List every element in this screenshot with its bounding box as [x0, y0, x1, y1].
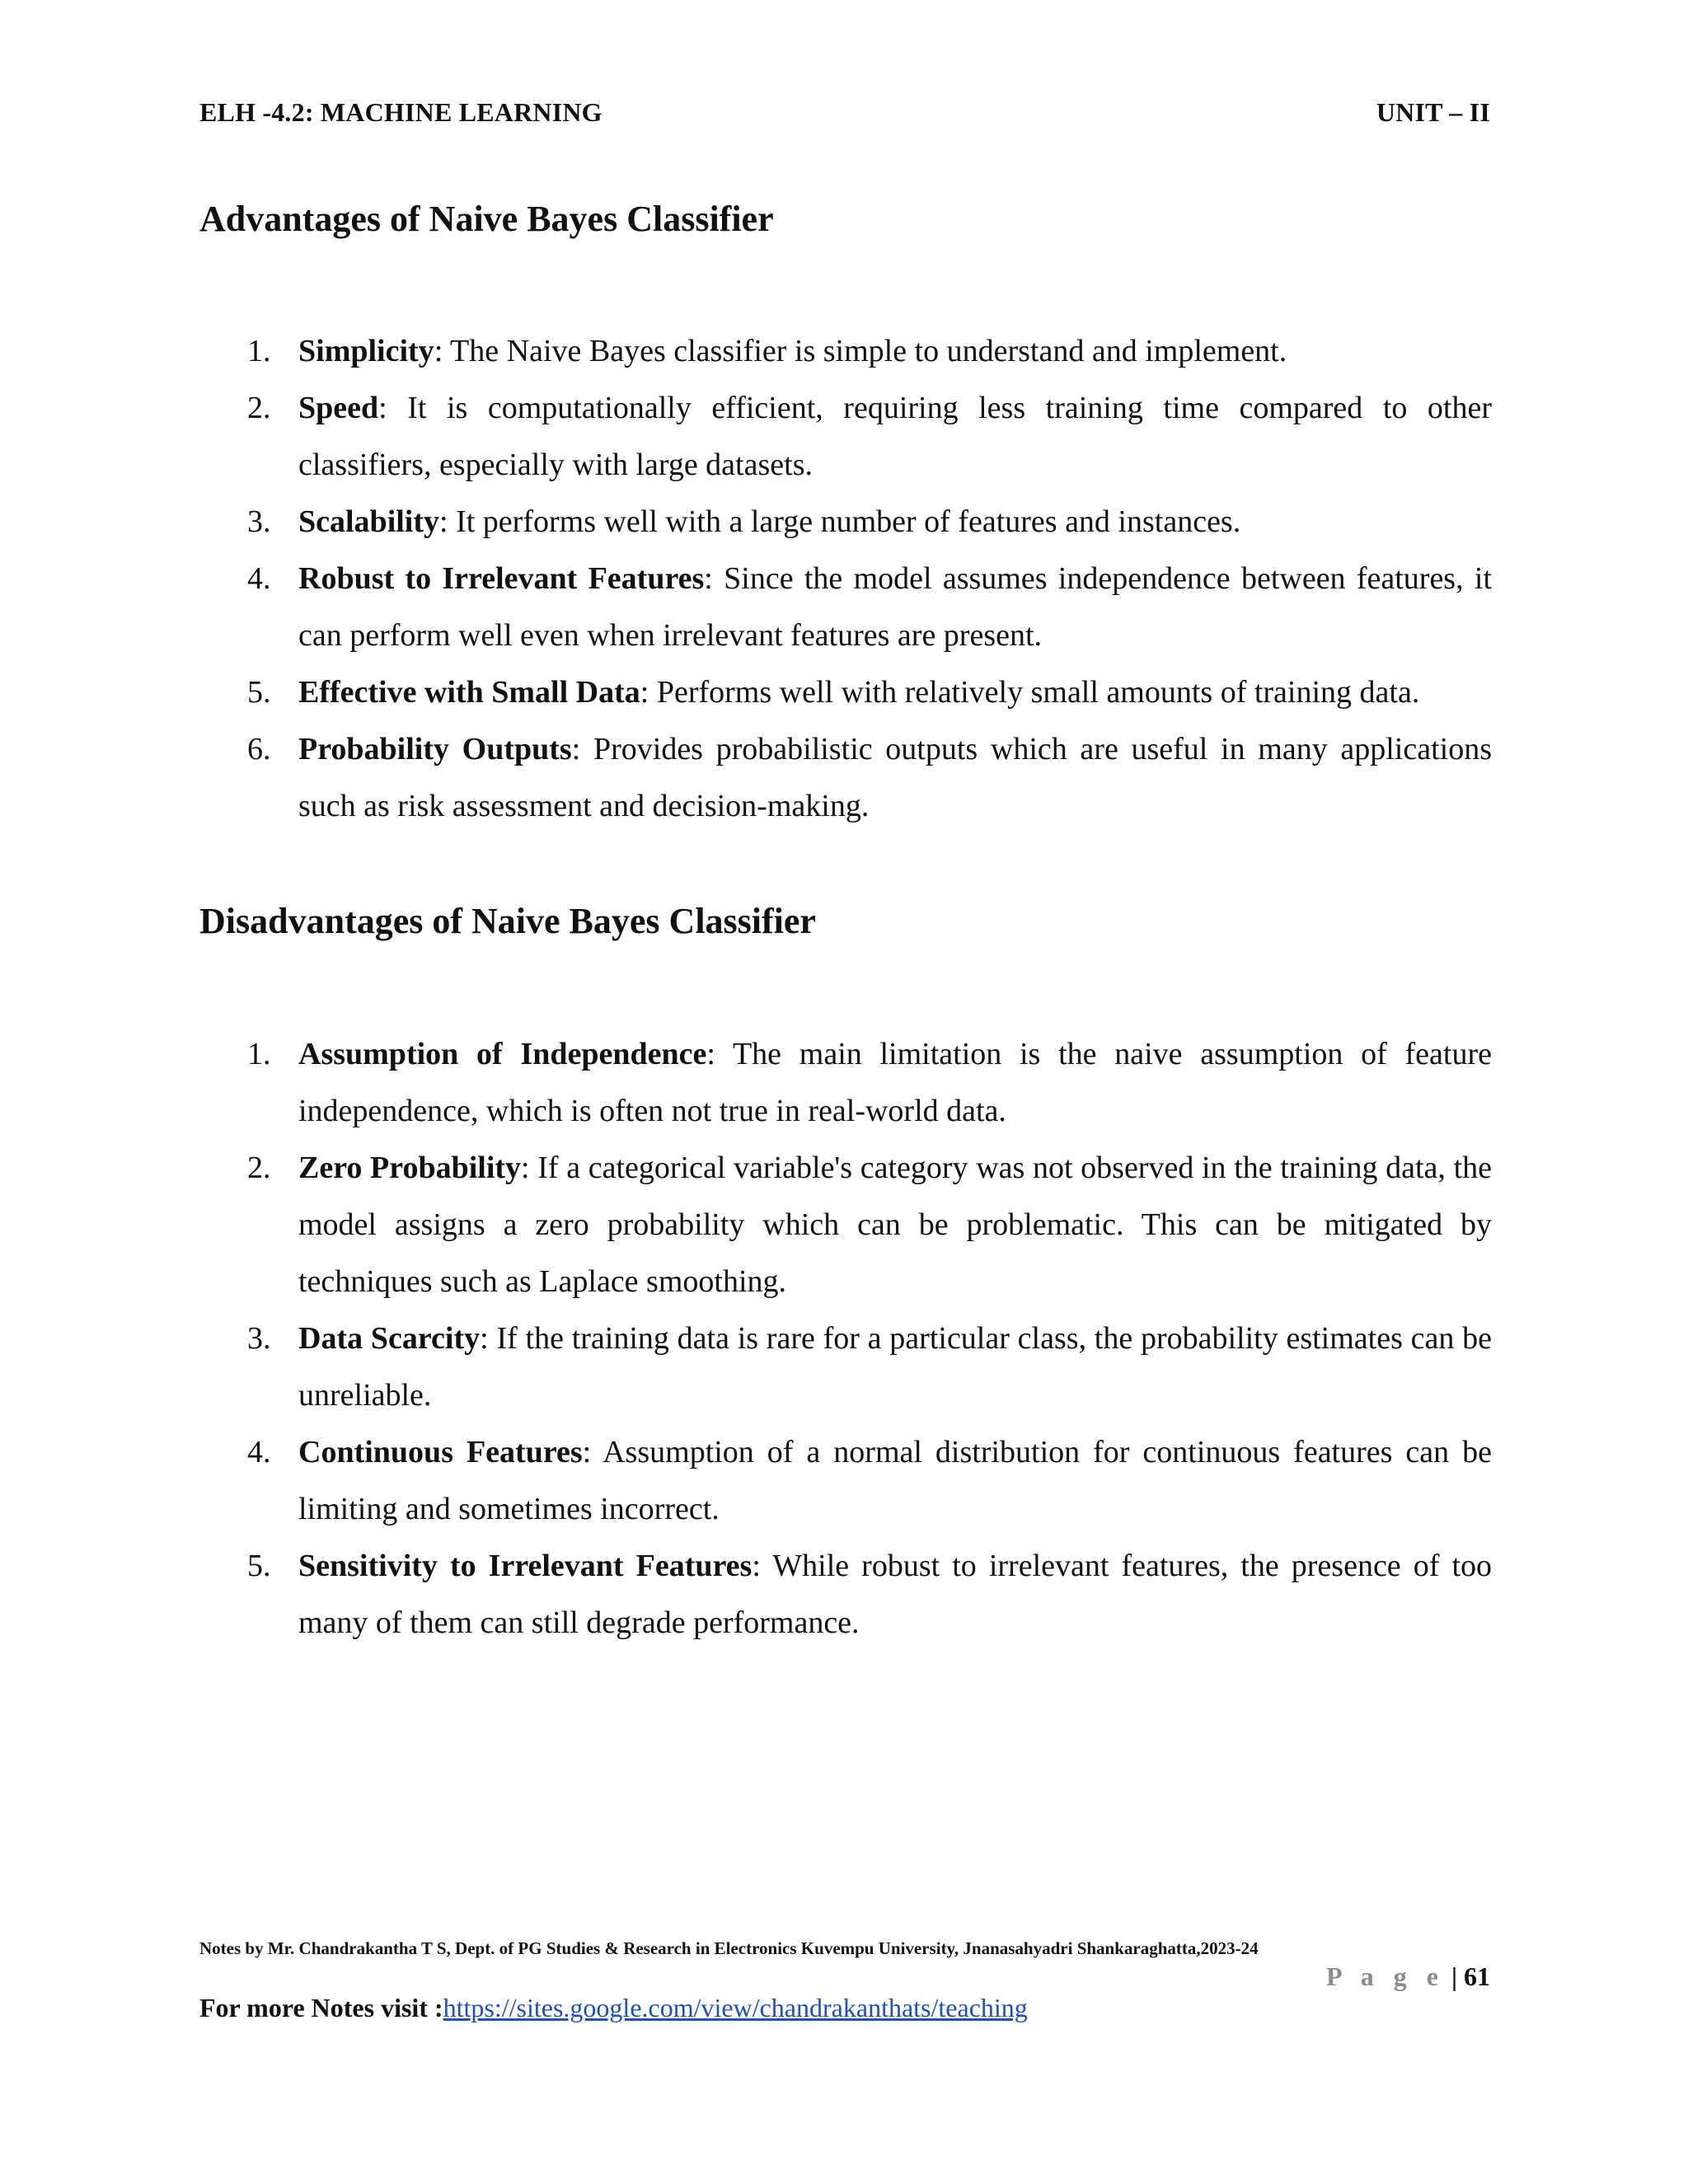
page-number [1326, 1961, 1490, 1992]
disadvantages-list [0, 1026, 1688, 1652]
item-text: : Since the model assumes independence between features, it can perform well even when irrelevant features are present. [298, 561, 1493, 653]
page-number-value: 61 [1464, 1961, 1490, 1991]
item-term: Robust to Irrelevant Features [298, 561, 705, 596]
list-item [247, 494, 1492, 551]
footer-credit-note: Notes by Mr. Chandrakantha T S, Dept. of PG Studies & Research in Electronics Kuvempu University, Jnanasahyadri Shankaraghatta,2023-24 [199, 1938, 1259, 1958]
item-number: 4. [247, 561, 271, 596]
item-term: Zero Probability [298, 1151, 522, 1185]
page-separator: | [1444, 1961, 1464, 1991]
item-text: : The Naive Bayes classifier is simple to understand and implement. [434, 334, 1287, 368]
item-text: : If a categorical variable's category was not observed in the training data, the model assigns a zero probability which can be problematic. This can be mitigated by techniques such as Laplace smoothing. [298, 1151, 1492, 1299]
more-notes-label: For more Notes visit : [199, 1993, 443, 2022]
list-item [247, 721, 1492, 835]
list-item [247, 551, 1493, 664]
item-text: : It is computationally efficient, requiring less training time compared to other classifiers, especially with large datasets. [298, 391, 1492, 482]
item-term: Probability Outputs [298, 732, 572, 766]
item-number: 1. [247, 1037, 271, 1071]
item-term: Effective with Small Data [298, 675, 640, 710]
item-text: : It performs well with a large number of features and instances. [439, 504, 1241, 539]
item-text: : If the training data is rare for a particular class, the probability estimates can be unreliable. [298, 1321, 1492, 1413]
item-number: 5. [247, 675, 271, 710]
advantages-list [0, 323, 1688, 835]
item-number: 3. [247, 504, 271, 539]
item-term: Assumption of Independence [298, 1037, 707, 1071]
item-text: : Assumption of a normal distribution for continuous features can be limiting and sometimes incorrect. [298, 1435, 1492, 1526]
running-header-unit: UNIT – II [1376, 97, 1490, 127]
item-text: : The main limitation is the naive assumption of feature independence, which is often not true in real-world data. [298, 1037, 1492, 1128]
list-item [247, 1026, 1492, 1140]
running-header-course: ELH -4.2: MACHINE LEARNING [199, 97, 603, 127]
item-term: Scalability [298, 504, 440, 539]
list-item [247, 323, 1492, 380]
more-notes-line [199, 1993, 1028, 2023]
item-term: Continuous Features [298, 1435, 583, 1469]
list-item [247, 1140, 1492, 1310]
list-item [247, 1310, 1492, 1424]
item-number: 6. [247, 732, 271, 766]
more-notes-link[interactable]: https://sites.google.com/view/chandrakanthats/teaching [443, 1993, 1028, 2022]
item-number: 3. [247, 1321, 271, 1356]
item-number: 1. [247, 334, 271, 368]
item-text: : Performs well with relatively small amounts of training data. [640, 675, 1420, 710]
item-number: 4. [247, 1435, 271, 1469]
page-word: P a g e [1325, 1961, 1445, 1991]
item-number: 2. [247, 391, 271, 425]
item-number: 2. [247, 1151, 271, 1185]
item-term: Sensitivity to Irrelevant Features [298, 1549, 753, 1583]
list-item [247, 1538, 1492, 1652]
item-term: Speed [298, 391, 379, 425]
item-text: : Provides probabilistic outputs which are useful in many applications such as risk assessment and decision-making. [298, 732, 1492, 823]
item-text: : While robust to irrelevant features, the presence of too many of them can still degrade performance. [298, 1549, 1492, 1640]
list-item [247, 380, 1492, 494]
item-term: Data Scarcity [298, 1321, 481, 1356]
list-item [247, 1424, 1492, 1538]
item-number: 5. [247, 1549, 271, 1583]
item-term: Simplicity [298, 334, 434, 368]
list-item [247, 664, 1492, 721]
disadvantages-heading: Disadvantages of Naive Bayes Classifier [199, 901, 816, 941]
advantages-heading: Advantages of Naive Bayes Classifier [199, 199, 774, 239]
